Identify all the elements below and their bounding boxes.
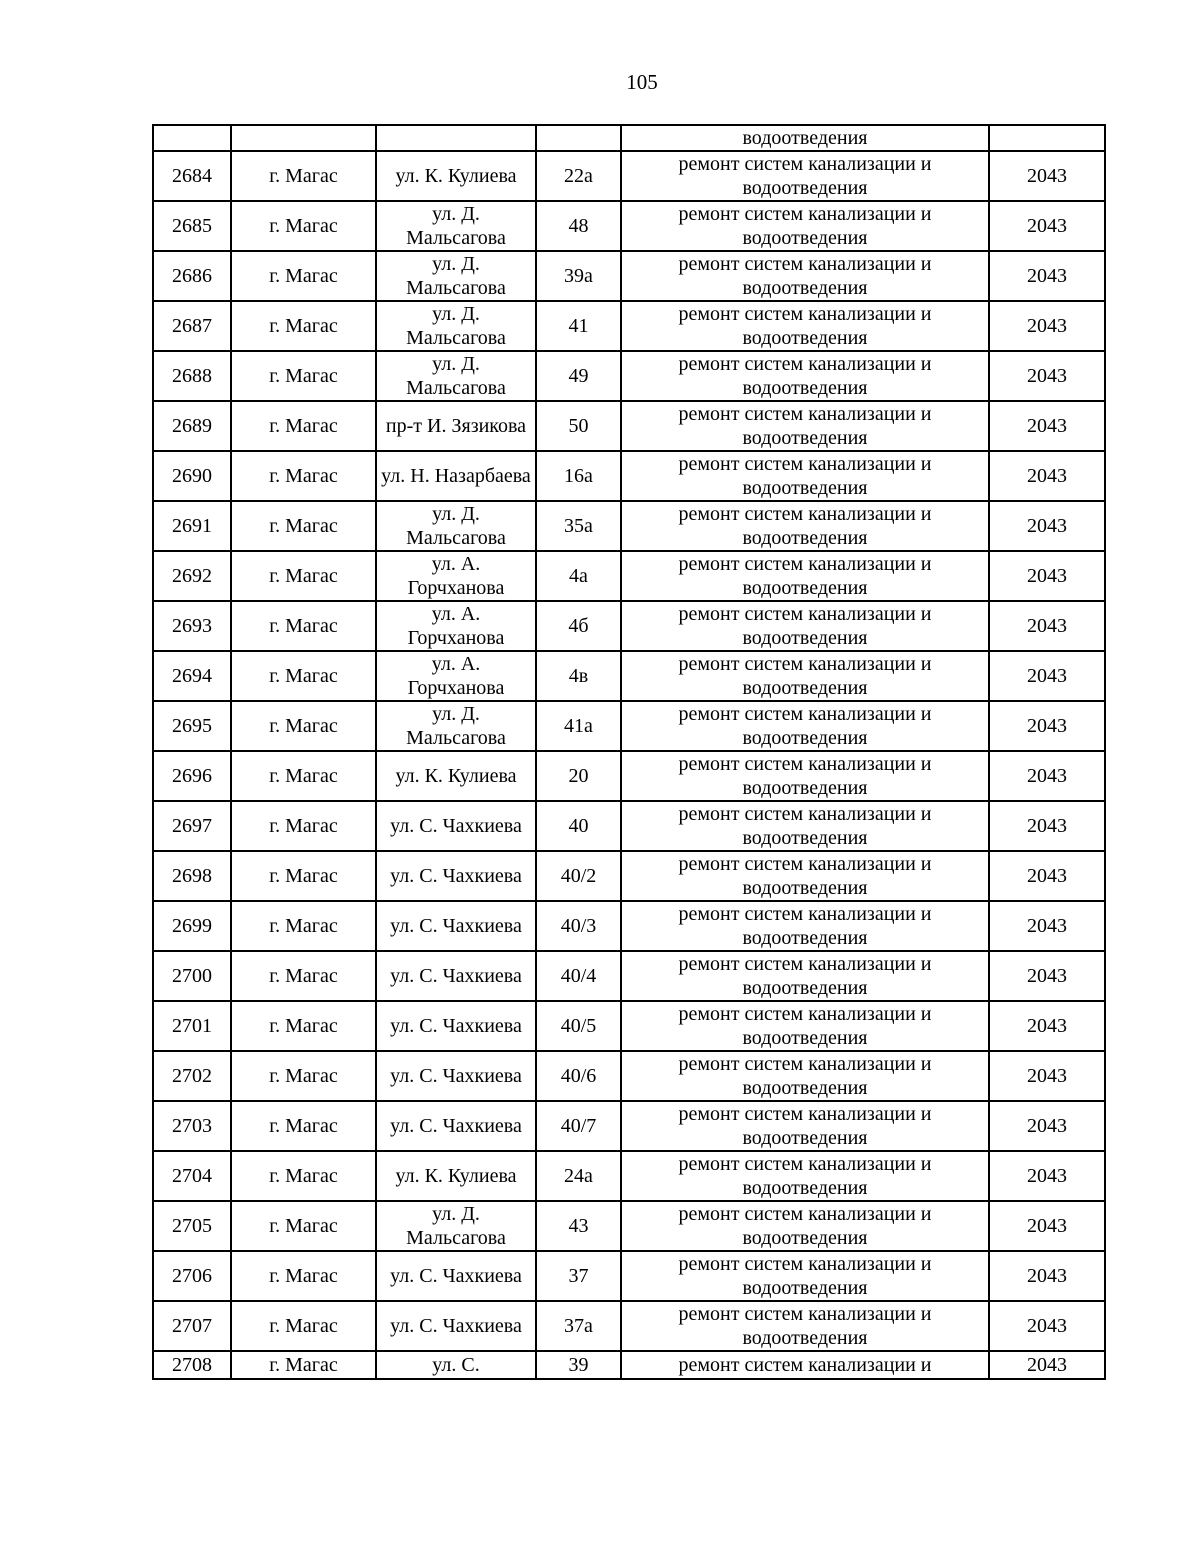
table-row: [153, 951, 1105, 1001]
cell-year: 2043: [989, 1301, 1105, 1351]
cell-street: ул. Д. Мальсагова: [376, 501, 536, 551]
cell-no: 2694: [153, 651, 231, 701]
table-row: [153, 751, 1105, 801]
continuation-row: [153, 125, 1105, 151]
cell-no: 2692: [153, 551, 231, 601]
cell-city: г. Магас: [231, 451, 376, 501]
cell-house: 49: [536, 351, 621, 401]
cell-work: ремонт систем канализации и водоотведения: [621, 201, 989, 251]
cell-house: 40/6: [536, 1051, 621, 1101]
cell-house: 4в: [536, 651, 621, 701]
cell-work: ремонт систем канализации и водоотведения: [621, 651, 989, 701]
cell-no: 2696: [153, 751, 231, 801]
table-row: [153, 401, 1105, 451]
cell-house: 40/4: [536, 951, 621, 1001]
table-row: [153, 1151, 1105, 1201]
cell-street: ул. С. Чахкиева: [376, 1301, 536, 1351]
cell-no: 2687: [153, 301, 231, 351]
table-row: [153, 251, 1105, 301]
cell-no: 2691: [153, 501, 231, 551]
cell-no: 2693: [153, 601, 231, 651]
cell-no: 2684: [153, 151, 231, 201]
cell-year: 2043: [989, 551, 1105, 601]
cell-house: 20: [536, 751, 621, 801]
cell-city: г. Магас: [231, 701, 376, 751]
cell-house: 16а: [536, 451, 621, 501]
table-row: [153, 651, 1105, 701]
cell-city: г. Магас: [231, 851, 376, 901]
table-row: [153, 201, 1105, 251]
cell-no: 2700: [153, 951, 231, 1001]
cell-no: 2707: [153, 1301, 231, 1351]
cell-street: ул. Д. Мальсагова: [376, 251, 536, 301]
cell-year: 2043: [989, 601, 1105, 651]
cell-street: ул. С. Чахкиева: [376, 1101, 536, 1151]
cell-street: ул. С. Чахкиева: [376, 851, 536, 901]
table-row: [153, 801, 1105, 851]
cell-city: г. Магас: [231, 651, 376, 701]
cell-street: ул. Н. Назарбаева: [376, 451, 536, 501]
cell-year: 2043: [989, 801, 1105, 851]
cell-house: 4б: [536, 601, 621, 651]
cell-work: ремонт систем канализации и водоотведения: [621, 501, 989, 551]
cell-no: 2688: [153, 351, 231, 401]
cell-year: 2043: [989, 1151, 1105, 1201]
cell-work: ремонт систем канализации и водоотведения: [621, 601, 989, 651]
cell-year: 2043: [989, 451, 1105, 501]
cell-street: ул. Д. Мальсагова: [376, 351, 536, 401]
cell-city: г. Магас: [231, 951, 376, 1001]
cell-house: 41а: [536, 701, 621, 751]
cell-work: ремонт систем канализации и водоотведения: [621, 301, 989, 351]
cell-no: 2685: [153, 201, 231, 251]
cell-city: г. Магас: [231, 401, 376, 451]
cell-year: 2043: [989, 1351, 1105, 1379]
cell-work: ремонт систем канализации и водоотведения: [621, 1201, 989, 1251]
cell-city: г. Магас: [231, 901, 376, 951]
cell-year: 2043: [989, 1251, 1105, 1301]
table-row: [153, 451, 1105, 501]
table-row: [153, 1051, 1105, 1101]
cell-year: 2043: [989, 501, 1105, 551]
cell-street: ул. Д. Мальсагова: [376, 201, 536, 251]
cell-no: 2695: [153, 701, 231, 751]
table-row: [153, 901, 1105, 951]
cell-year: 2043: [989, 651, 1105, 701]
cell-house: [536, 125, 621, 151]
table-row: [153, 351, 1105, 401]
table-row: [153, 851, 1105, 901]
cell-street: ул. А. Горчханова: [376, 601, 536, 651]
cell-city: г. Магас: [231, 1201, 376, 1251]
table-row-partial: [153, 1351, 1105, 1379]
cell-no: 2698: [153, 851, 231, 901]
cell-city: г. Магас: [231, 1301, 376, 1351]
cell-street: ул. К. Кулиева: [376, 1151, 536, 1201]
cell-city: г. Магас: [231, 301, 376, 351]
cell-city: [231, 125, 376, 151]
cell-work: ремонт систем канализации и водоотведения: [621, 151, 989, 201]
cell-street: ул. С. Чахкиева: [376, 1001, 536, 1051]
cell-work: ремонт систем канализации и водоотведения: [621, 701, 989, 751]
cell-house: 40/2: [536, 851, 621, 901]
cell-work: ремонт систем канализации и водоотведения: [621, 851, 989, 901]
cell-city: г. Магас: [231, 151, 376, 201]
cell-city: г. Магас: [231, 1101, 376, 1151]
cell-city: г. Магас: [231, 351, 376, 401]
cell-year: 2043: [989, 201, 1105, 251]
cell-street: ул. С. Чахкиева: [376, 1051, 536, 1101]
cell-street: ул. К. Кулиева: [376, 151, 536, 201]
table-row: [153, 301, 1105, 351]
table-row: [153, 1101, 1105, 1151]
repair-schedule-table: [152, 124, 1106, 1380]
cell-house: 4а: [536, 551, 621, 601]
cell-street: ул. С. Чахкиева: [376, 901, 536, 951]
cell-year: 2043: [989, 251, 1105, 301]
table-row: [153, 551, 1105, 601]
cell-no: 2704: [153, 1151, 231, 1201]
table-row: [153, 1251, 1105, 1301]
cell-house: 35а: [536, 501, 621, 551]
table-row: [153, 601, 1105, 651]
cell-work: ремонт систем канализации и: [621, 1351, 989, 1379]
cell-street: ул. Д. Мальсагова: [376, 1201, 536, 1251]
cell-work: ремонт систем канализации и водоотведения: [621, 751, 989, 801]
table-row: [153, 501, 1105, 551]
cell-no: 2702: [153, 1051, 231, 1101]
cell-city: г. Магас: [231, 1001, 376, 1051]
cell-city: г. Магас: [231, 601, 376, 651]
cell-work: ремонт систем канализации и водоотведения: [621, 351, 989, 401]
cell-year: 2043: [989, 351, 1105, 401]
table-body: [153, 125, 1105, 1379]
cell-no: 2708: [153, 1351, 231, 1379]
cell-house: 39а: [536, 251, 621, 301]
cell-house: 40/5: [536, 1001, 621, 1051]
cell-city: г. Магас: [231, 1351, 376, 1379]
cell-no: 2706: [153, 1251, 231, 1301]
cell-year: 2043: [989, 151, 1105, 201]
cell-year: 2043: [989, 751, 1105, 801]
cell-house: 50: [536, 401, 621, 451]
cell-no: 2705: [153, 1201, 231, 1251]
cell-house: 39: [536, 1351, 621, 1379]
cell-house: 37а: [536, 1301, 621, 1351]
cell-street: [376, 125, 536, 151]
cell-no: 2699: [153, 901, 231, 951]
cell-year: 2043: [989, 401, 1105, 451]
cell-no: 2686: [153, 251, 231, 301]
cell-work: ремонт систем канализации и водоотведения: [621, 801, 989, 851]
cell-house: 22а: [536, 151, 621, 201]
cell-no: 2697: [153, 801, 231, 851]
cell-no: 2701: [153, 1001, 231, 1051]
cell-year: 2043: [989, 951, 1105, 1001]
cell-street: ул. А. Горчханова: [376, 551, 536, 601]
cell-street: ул. С.: [376, 1351, 536, 1379]
cell-year: 2043: [989, 1001, 1105, 1051]
cell-year: 2043: [989, 301, 1105, 351]
cell-house: 41: [536, 301, 621, 351]
cell-street: ул. К. Кулиева: [376, 751, 536, 801]
cell-house: 37: [536, 1251, 621, 1301]
cell-house: 40: [536, 801, 621, 851]
cell-city: г. Магас: [231, 501, 376, 551]
table-row: [153, 701, 1105, 751]
cell-work: ремонт систем канализации и водоотведения: [621, 1051, 989, 1101]
cell-house: 43: [536, 1201, 621, 1251]
cell-no: [153, 125, 231, 151]
cell-year: [989, 125, 1105, 151]
cell-street: ул. Д. Мальсагова: [376, 701, 536, 751]
cell-city: г. Магас: [231, 1251, 376, 1301]
cell-city: г. Магас: [231, 551, 376, 601]
cell-work: ремонт систем канализации и водоотведения: [621, 1151, 989, 1201]
cell-city: г. Магас: [231, 751, 376, 801]
cell-work: ремонт систем канализации и водоотведения: [621, 451, 989, 501]
cell-work: водоотведения: [621, 125, 989, 151]
page-number: 105: [626, 70, 658, 94]
cell-street: ул. А. Горчханова: [376, 651, 536, 701]
cell-work: ремонт систем канализации и водоотведения: [621, 551, 989, 601]
cell-city: г. Магас: [231, 251, 376, 301]
cell-work: ремонт систем канализации и водоотведения: [621, 1001, 989, 1051]
cell-city: г. Магас: [231, 201, 376, 251]
cell-work: ремонт систем канализации и водоотведения: [621, 251, 989, 301]
cell-work: ремонт систем канализации и водоотведения: [621, 951, 989, 1001]
cell-city: г. Магас: [231, 1051, 376, 1101]
table-row: [153, 151, 1105, 201]
cell-no: 2689: [153, 401, 231, 451]
cell-street: ул. Д. Мальсагова: [376, 301, 536, 351]
cell-house: 24а: [536, 1151, 621, 1201]
table-row: [153, 1001, 1105, 1051]
cell-house: 48: [536, 201, 621, 251]
cell-city: г. Магас: [231, 801, 376, 851]
cell-house: 40/7: [536, 1101, 621, 1151]
cell-year: 2043: [989, 701, 1105, 751]
cell-city: г. Магас: [231, 1151, 376, 1201]
cell-work: ремонт систем канализации и водоотведения: [621, 1101, 989, 1151]
cell-work: ремонт систем канализации и водоотведения: [621, 1301, 989, 1351]
cell-year: 2043: [989, 1101, 1105, 1151]
cell-street: ул. С. Чахкиева: [376, 801, 536, 851]
cell-street: пр-т И. Зязикова: [376, 401, 536, 451]
table-row: [153, 1201, 1105, 1251]
cell-street: ул. С. Чахкиева: [376, 1251, 536, 1301]
cell-year: 2043: [989, 1201, 1105, 1251]
cell-work: ремонт систем канализации и водоотведения: [621, 1251, 989, 1301]
cell-year: 2043: [989, 901, 1105, 951]
cell-year: 2043: [989, 851, 1105, 901]
cell-street: ул. С. Чахкиева: [376, 951, 536, 1001]
cell-no: 2690: [153, 451, 231, 501]
cell-work: ремонт систем канализации и водоотведения: [621, 401, 989, 451]
cell-year: 2043: [989, 1051, 1105, 1101]
cell-work: ремонт систем канализации и водоотведения: [621, 901, 989, 951]
cell-no: 2703: [153, 1101, 231, 1151]
cell-house: 40/3: [536, 901, 621, 951]
table-row: [153, 1301, 1105, 1351]
